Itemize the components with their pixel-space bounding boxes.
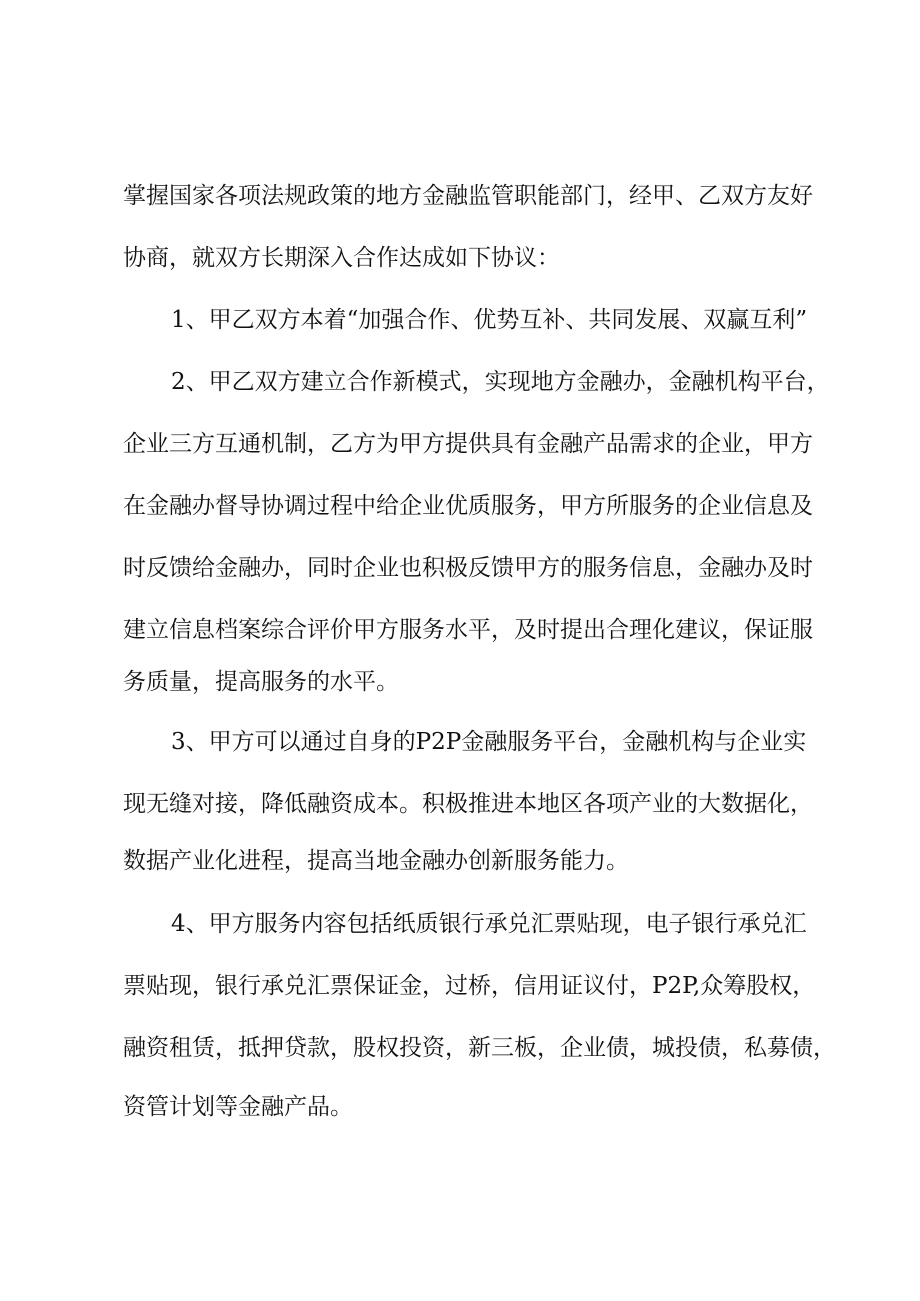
text-line: 票贴现，银行承兑汇票保证金，过桥，信用证议付，P2P,众筹股权，	[123, 973, 816, 999]
paragraph-4-start: 4、甲方服务内容包括纸质银行承兑汇票贴现，电子银行承兑汇	[171, 911, 807, 937]
text-line: 现无缝对接，降低融资成本。积极推进本地区各项产业的大数据化，	[123, 791, 813, 817]
text-line: 协商，就双方长期深入合作达成如下协议：	[123, 245, 560, 271]
paragraph-1-start: 1、甲乙双方本着“加强合作、优势互补、共同发展、双赢互利”	[171, 307, 808, 333]
text-line: 务质量，提高服务的水平。	[123, 669, 399, 695]
text-line: 融资租赁，抵押贷款，股权投资，新三板，企业债，城投债，私募债，	[123, 1035, 836, 1061]
text-line: 时反馈给金融办，同时企业也积极反馈甲方的服务信息，金融办及时	[123, 555, 813, 581]
text-line: 掌握国家各项法规政策的地方金融监管职能部门，经甲、乙双方友好	[123, 183, 813, 209]
text-line: 企业三方互通机制，乙方为甲方提供具有金融产品需求的企业，甲方	[123, 431, 813, 457]
text-line: 数据产业化进程，提高当地金融办创新服务能力。	[123, 848, 629, 874]
text-line: 资管计划等金融产品。	[123, 1094, 353, 1120]
text-line: 在金融办督导协调过程中给企业优质服务，甲方所服务的企业信息及	[123, 493, 813, 519]
text-line: 建立信息档案综合评价甲方服务水平，及时提出合理化建议，保证服	[123, 617, 813, 643]
paragraph-2-start: 2、甲乙双方建立合作新模式，实现地方金融办，金融机构平台，	[171, 369, 830, 395]
paragraph-3-start: 3、甲方可以通过自身的P2P金融服务平台，金融机构与企业实	[171, 729, 807, 755]
